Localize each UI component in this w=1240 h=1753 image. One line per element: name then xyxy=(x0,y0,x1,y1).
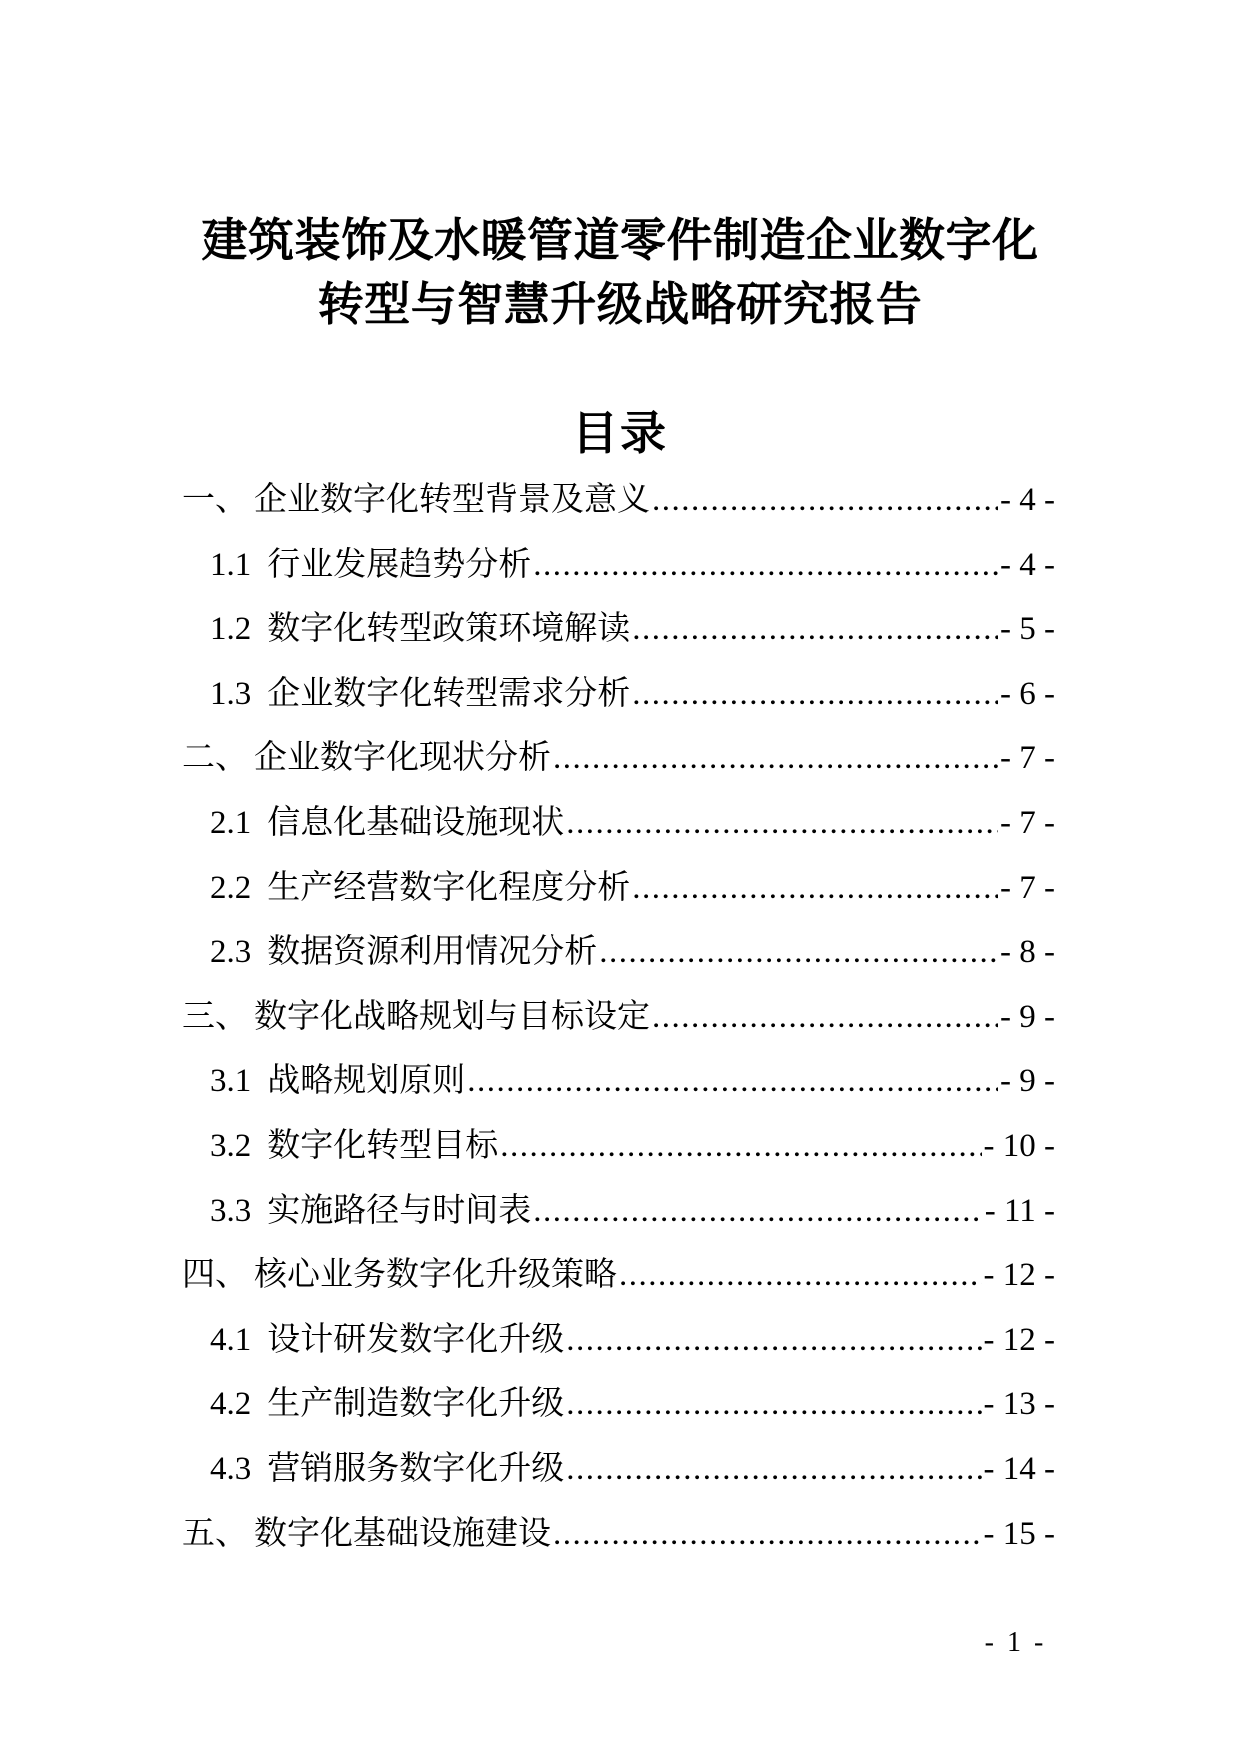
toc-dot-leader-icon xyxy=(652,468,998,533)
toc-entry[interactable] xyxy=(182,1243,1055,1308)
toc-entry-page-number: - 4 - xyxy=(1000,546,1055,583)
toc-entry-page-number: - 7 - xyxy=(1000,740,1055,777)
toc-dot-leader-icon xyxy=(566,1437,981,1502)
toc-entry-number: 一、 xyxy=(182,482,248,518)
toc-entry-page-number: - 9 - xyxy=(1000,1063,1055,1100)
toc-entry-title: 企业数字化转型背景及意义 xyxy=(254,482,650,518)
toc-entry-title: 信息化基础设施现状 xyxy=(267,804,565,841)
toc-entry-number: 1.3 xyxy=(210,675,252,712)
toc-entry[interactable] xyxy=(182,920,1055,985)
toc-entry-title: 企业数字化转型需求分析 xyxy=(267,675,631,712)
toc-dot-leader-icon xyxy=(533,533,998,598)
toc-entry-page-number: - 5 - xyxy=(1000,611,1055,648)
toc-entry[interactable] xyxy=(182,1372,1055,1437)
toc-entry-number: 1.1 xyxy=(210,546,252,583)
toc-entry-page-number: - 7 - xyxy=(1000,804,1055,841)
toc-entry-number: 二、 xyxy=(182,740,248,777)
toc-entry[interactable] xyxy=(182,1114,1055,1179)
toc-dot-leader-icon xyxy=(566,791,998,856)
toc-entry[interactable] xyxy=(182,1308,1055,1373)
toc-entry-title: 生产制造数字化升级 xyxy=(267,1386,565,1423)
toc-entry-page-number: - 11 - xyxy=(984,1192,1055,1229)
toc-entry-title: 战略规划原则 xyxy=(267,1063,466,1100)
document-title-line-2: 转型与智慧升级战略研究报告 xyxy=(317,278,923,330)
toc-entry-number: 2.2 xyxy=(210,869,252,906)
toc-entry-page-number: - 10 - xyxy=(983,1127,1055,1164)
toc-entry-title: 数字化转型目标 xyxy=(267,1127,499,1164)
toc-dot-leader-icon xyxy=(619,1243,982,1308)
toc-entry[interactable] xyxy=(182,1437,1055,1502)
toc-entry-title: 数字化转型政策环境解读 xyxy=(267,611,631,648)
toc-entry-page-number: - 7 - xyxy=(1000,869,1055,906)
toc-entry-page-number: - 9 - xyxy=(1000,998,1055,1035)
toc-entry[interactable] xyxy=(182,533,1055,598)
toc-dot-leader-icon xyxy=(599,920,998,985)
toc-entry-page-number: - 12 - xyxy=(983,1257,1055,1294)
toc-heading: 目录 xyxy=(572,407,668,459)
toc-entry-number: 3.2 xyxy=(210,1127,252,1164)
toc-entry-page-number: - 13 - xyxy=(983,1386,1055,1423)
document-title xyxy=(0,208,1240,336)
toc-entry-number: 四、 xyxy=(182,1257,248,1294)
toc-entry-title: 设计研发数字化升级 xyxy=(267,1321,565,1358)
toc-entry[interactable] xyxy=(182,1179,1055,1244)
toc-entry-number: 4.2 xyxy=(210,1386,252,1423)
toc-entry[interactable] xyxy=(182,1049,1055,1114)
toc-entry-page-number: - 6 - xyxy=(1000,675,1055,712)
toc-entry-title: 数字化战略规划与目标设定 xyxy=(254,998,650,1035)
toc-dot-leader-icon xyxy=(652,985,998,1050)
toc-dot-leader-icon xyxy=(632,662,998,727)
toc-entry[interactable] xyxy=(182,791,1055,856)
toc-dot-leader-icon xyxy=(500,1114,981,1179)
toc-dot-leader-icon xyxy=(553,1502,982,1567)
toc-entry-number: 三、 xyxy=(182,998,248,1035)
toc-entry[interactable] xyxy=(182,597,1055,662)
toc-entry-number: 2.3 xyxy=(210,934,252,971)
toc-entry-title: 企业数字化现状分析 xyxy=(254,740,551,777)
toc-entry-title: 数据资源利用情况分析 xyxy=(267,934,598,971)
toc-entry[interactable] xyxy=(182,662,1055,727)
toc-entry-title: 营销服务数字化升级 xyxy=(267,1450,565,1487)
toc-dot-leader-icon xyxy=(533,1179,982,1244)
toc-entry[interactable] xyxy=(182,726,1055,791)
toc-entry-page-number: - 12 - xyxy=(983,1321,1055,1358)
toc-entry-number: 五、 xyxy=(182,1515,248,1552)
toc-dot-leader-icon xyxy=(632,856,998,921)
toc-entry-title: 数字化基础设施建设 xyxy=(254,1515,551,1552)
toc-entry[interactable] xyxy=(182,1502,1055,1567)
toc-entry-title: 实施路径与时间表 xyxy=(267,1192,532,1229)
toc-entry[interactable] xyxy=(182,468,1055,533)
toc-entry-number: 2.1 xyxy=(210,804,252,841)
toc-dot-leader-icon xyxy=(553,726,998,791)
table-of-contents xyxy=(182,468,1055,1566)
toc-entry-number: 4.3 xyxy=(210,1450,252,1487)
toc-dot-leader-icon xyxy=(467,1049,998,1114)
toc-dot-leader-icon xyxy=(566,1308,981,1373)
toc-entry-number: 4.1 xyxy=(210,1321,252,1358)
page-number-footer: - 1 - xyxy=(984,1627,1044,1658)
toc-entry-page-number: - 14 - xyxy=(983,1450,1055,1487)
toc-entry-title: 核心业务数字化升级策略 xyxy=(254,1257,617,1294)
toc-entry-page-number: - 8 - xyxy=(1000,934,1055,971)
toc-entry-number: 3.1 xyxy=(210,1063,252,1100)
toc-entry-page-number: - 15 - xyxy=(983,1515,1055,1552)
toc-entry[interactable] xyxy=(182,985,1055,1050)
toc-entry[interactable] xyxy=(182,856,1055,921)
toc-dot-leader-icon xyxy=(632,597,998,662)
toc-entry-number: 1.2 xyxy=(210,611,252,648)
toc-entry-title: 行业发展趋势分析 xyxy=(267,546,532,583)
toc-dot-leader-icon xyxy=(566,1372,981,1437)
toc-entry-title: 生产经营数字化程度分析 xyxy=(267,869,631,906)
document-title-line-1: 建筑装饰及水暖管道零件制造企业数字化 xyxy=(201,214,1039,266)
toc-entry-number: 3.3 xyxy=(210,1192,252,1229)
toc-entry-page-number: - 4 - xyxy=(1000,482,1055,518)
